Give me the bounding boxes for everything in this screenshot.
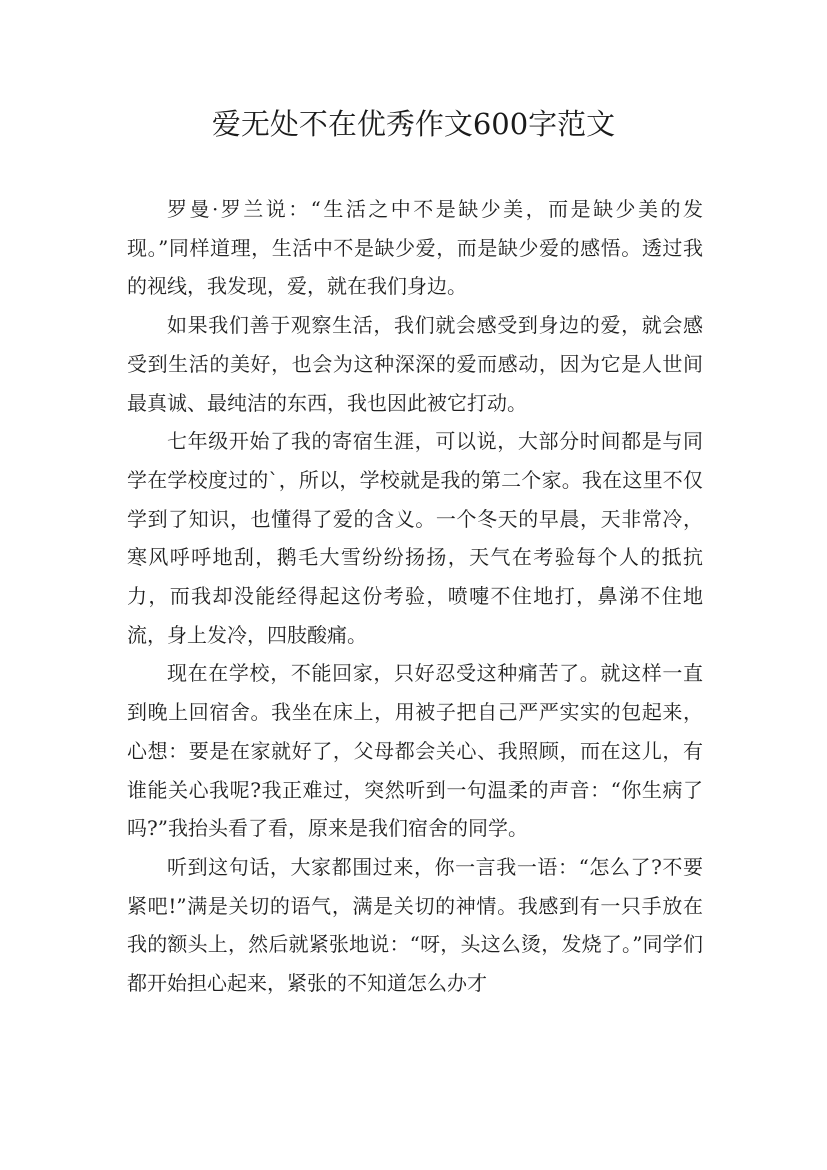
paragraph-2: 如果我们善于观察生活，我们就会感受到身边的爱，就会感受到生活的美好，也会为这种深深的爱而感动，因为它是人世间最真诚、最纯洁的东西，我也因此被它打动。 [127, 313, 703, 415]
paragraph-5: 听到这句话，大家都围过来，你一言我一语：“怎么了?不要紧吧!”满是关切的语气，满是关切的神情。我感到有一只手放在我的额头上，然后就紧张地说：“呀，头这么烫，发烧了。”同学们都开始担心起来，紧张的不知道怎么办才 [127, 854, 703, 996]
document-body [127, 190, 703, 1003]
paragraph-3: 七年级开始了我的寄宿生涯，可以说，大部分时间都是与同学在学校度过的`，所以，学校就是我的第二个家。我在这里不仅学到了知识，也懂得了爱的含义。一个冬天的早晨，天非常冷，寒风呼呼地刮，鹅毛大雪纷纷扬扬，天气在考验每个人的抵抗力，而我却没能经得起这份考验，喷嚏不住地打，鼻涕不住地流，身上发冷，四肢酸痛。 [127, 429, 703, 647]
paragraph-1: 罗曼·罗兰说：“生活之中不是缺少美，而是缺少美的发现。”同样道理，生活中不是缺少爱，而是缺少爱的感悟。透过我的视线，我发现，爱，就在我们身边。 [127, 197, 703, 299]
document-title: 爱无处不在优秀作文600字范文 [211, 107, 616, 141]
paragraph-4: 现在在学校，不能回家，只好忍受这种痛苦了。就这样一直到晚上回宿舍。我坐在床上，用被子把自己严严实实的包起来，心想：要是在家就好了，父母都会关心、我照顾，而在这儿，有谁能关心我呢?我正难过，突然听到一句温柔的声音：“你生病了吗?”我抬头看了看，原来是我们宿舍的同学。 [127, 661, 703, 841]
